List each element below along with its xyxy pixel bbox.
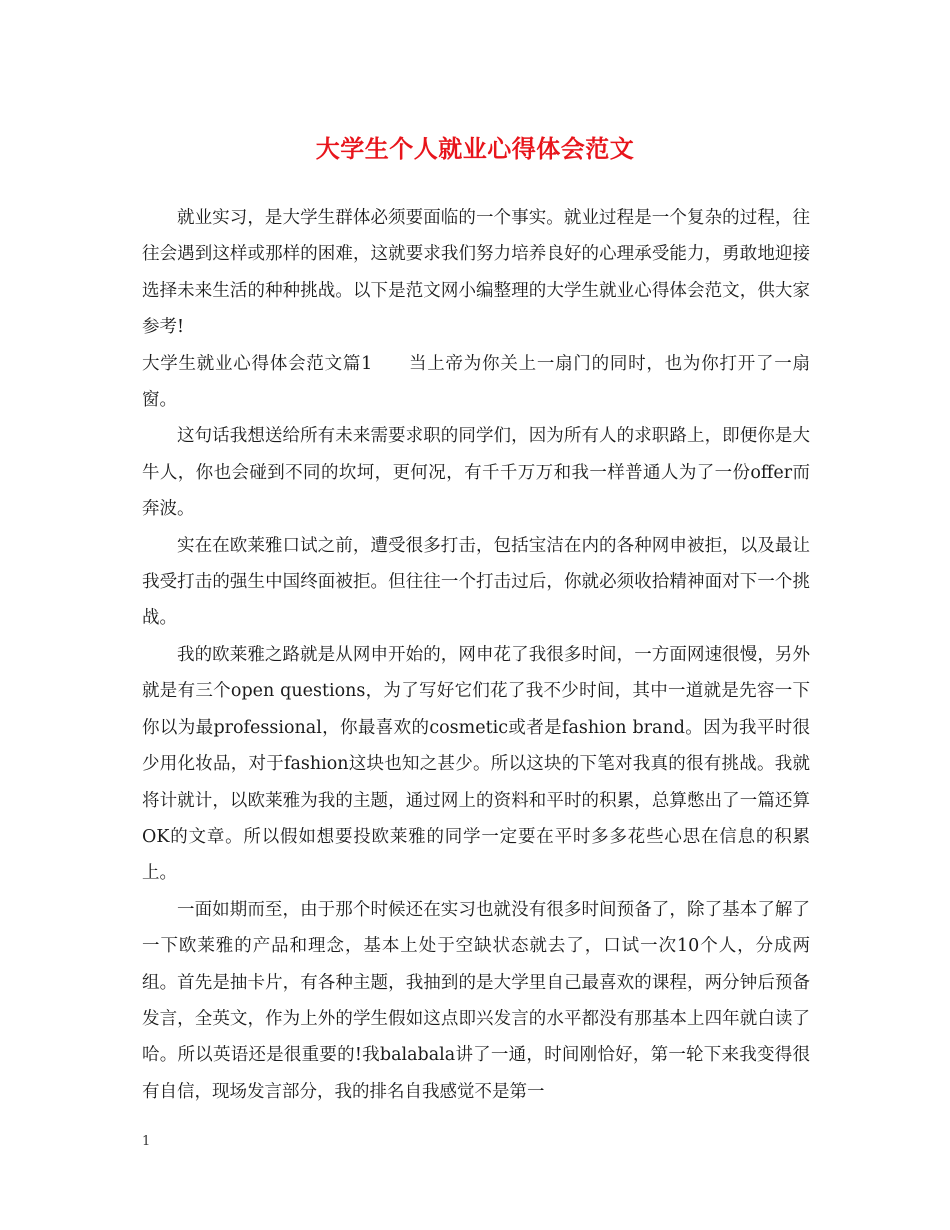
paragraph-5: 一面如期而至，由于那个时候还在实习也就没有很多时间预备了，除了基本了解了一下欧莱雅的产品和理念，基本上处于空缺状态就去了，口试一次10个人，分成两组。首先是抽卡片，有各种主题，我抽到的是大学里自己最喜欢的课程，两分钟后预备发言，全英文，作为上外的学生假如这点即兴发言的水平都没有那基本上四年就白读了哈。所以英语还是很重要的!我balabala讲了一通，时间刚恰好，第一轮下来我变得很有自信，现场发言部分，我的排名自我感觉不是第一	[142, 899, 810, 1102]
section-first-line: 当上帝为你关上一扇门的同时，也为你打开了一扇窗。	[142, 353, 810, 411]
document-body	[142, 200, 810, 1110]
paragraph-4: 我的欧莱雅之路就是从网申开始的，网申花了我很多时间，一方面网速很慢，另外就是有三个open questions，为了写好它们花了我不少时间，其中一道就是先容一下你以为最professional，你最喜欢的cosmetic或者是fashion brand。因为我平时很少用化妆品，对于fashion这块也知之甚少。所以这块的下笔对我真的很有挑战。我就将计就计，以欧莱雅为我的主题，通过网上的资料和平时的积累，总算憋出了一篇还算OK的文章。所以假如想要投欧莱雅的同学一定要在平时多多花些心思在信息的积累上。	[142, 644, 810, 884]
page-number: 1	[142, 1134, 151, 1149]
section-heading: 大学生就业心得体会范文篇1	[142, 353, 373, 374]
document-title: 大学生个人就业心得体会范文	[315, 134, 635, 163]
section-heading-line	[142, 346, 810, 419]
paragraph-3: 实在在欧莱雅口试之前，遭受很多打击，包括宝洁在内的各种网申被拒，以及最让我受打击的强生中国终面被拒。但往往一个打击过后，你就必须收拾精神面对下一个挑战。	[142, 535, 810, 629]
paragraph-intro: 就业实习，是大学生群体必须要面临的一个事实。就业过程是一个复杂的过程，往往会遇到这样或那样的困难，这就要求我们努力培养良好的心理承受能力，勇敢地迎接选择未来生活的种种挑战。以下是范文网小编整理的大学生就业心得体会范文，供大家参考!	[142, 208, 810, 338]
paragraph-2: 这句话我想送给所有未来需要求职的同学们，因为所有人的求职路上，即便你是大牛人，你也会碰到不同的坎坷，更何况，有千千万万和我一样普通人为了一份offer而奔波。	[142, 426, 810, 520]
